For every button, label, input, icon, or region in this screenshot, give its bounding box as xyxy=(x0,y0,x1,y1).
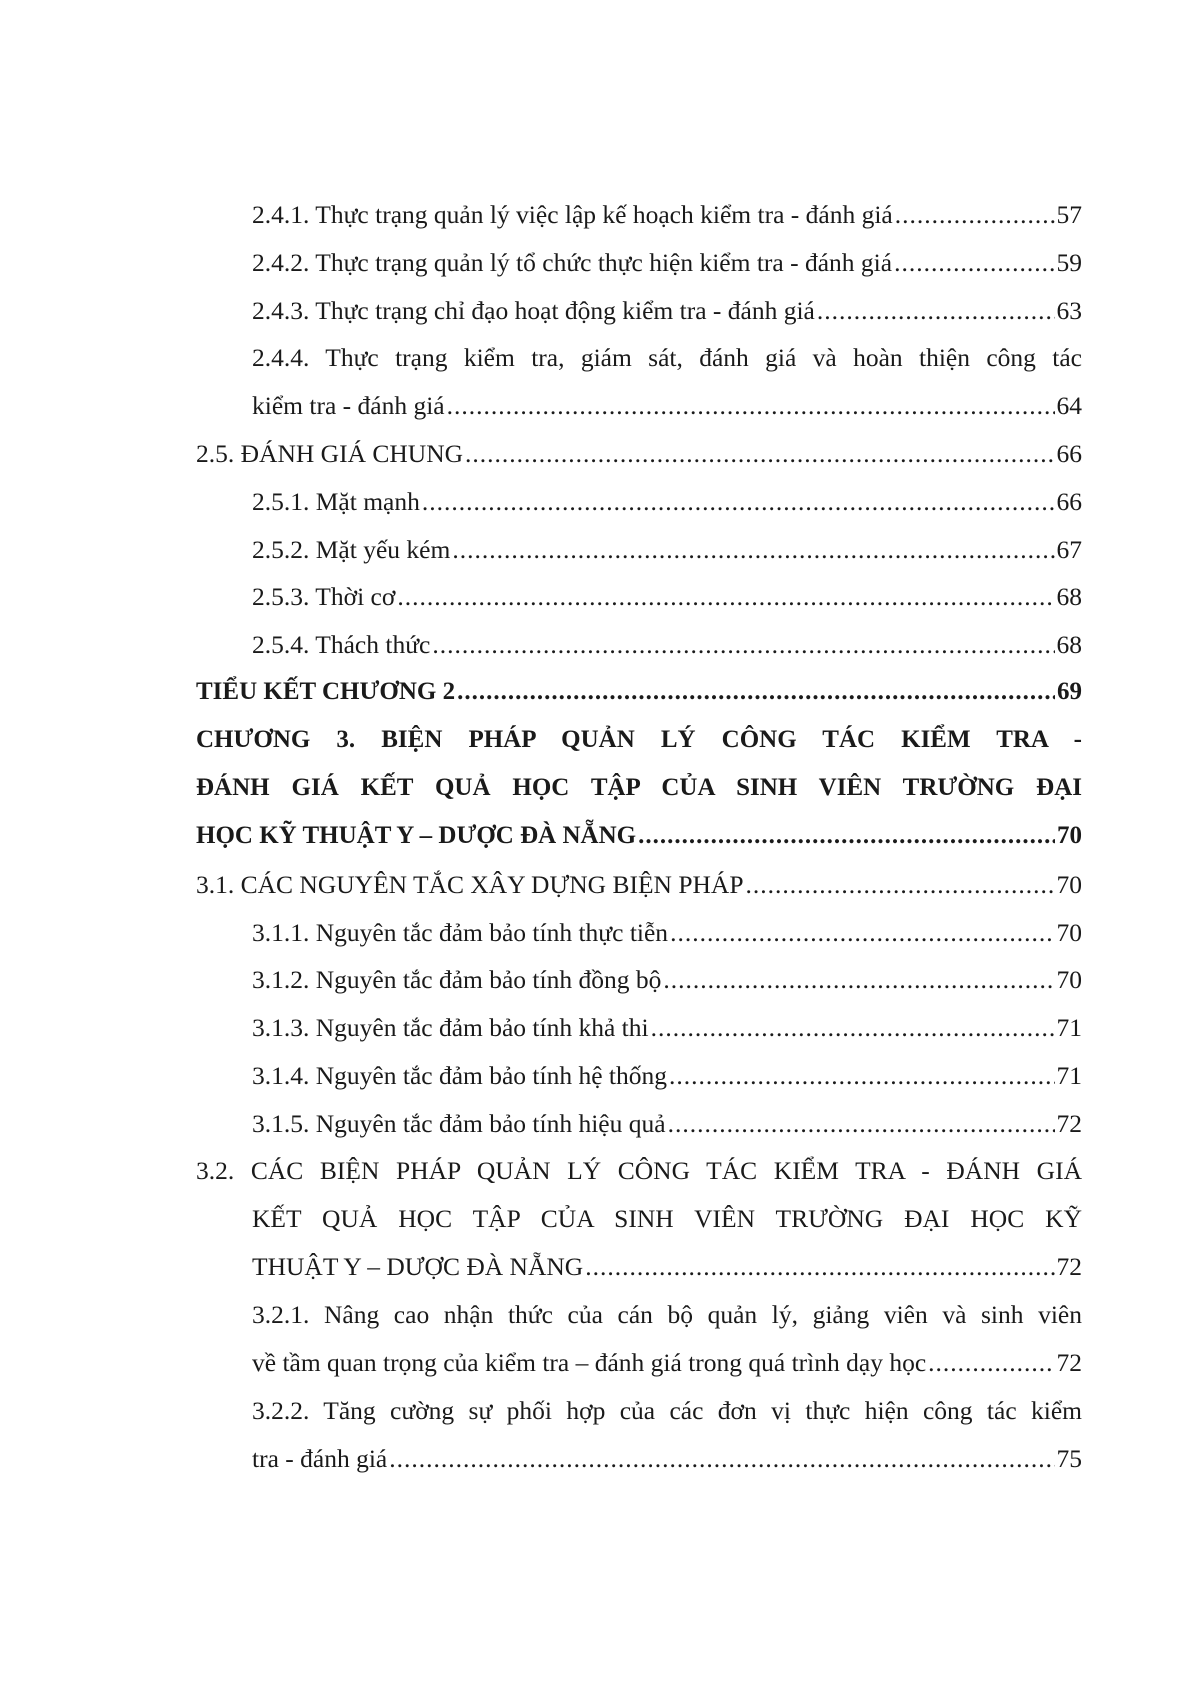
toc-page-number: 72 xyxy=(1056,1109,1082,1138)
toc-entry-title: 3.1.1. Nguyên tắc đảm bảo tính thực tiễn xyxy=(252,918,669,947)
toc-entry-title: 2.5.3. Thời cơ xyxy=(252,582,396,611)
toc-leader-dots xyxy=(422,478,1055,526)
toc-leader-dots xyxy=(432,621,1054,669)
toc-entry-title: 3.1.3. Nguyên tắc đảm bảo tính khả thi xyxy=(252,1013,649,1042)
toc-leader-dots xyxy=(746,861,1055,909)
toc-entry[interactable] xyxy=(252,573,1082,621)
toc-leader-dots xyxy=(465,430,1054,478)
toc-page-number: 66 xyxy=(1056,487,1082,516)
toc-entry-title-line: 2.4.4. Thực trạng kiểm tra, giám sát, đánh giá và hoàn thiện công tác xyxy=(252,343,1082,372)
toc-entry-title: 3.1.4. Nguyên tắc đảm bảo tính hệ thống xyxy=(252,1061,667,1090)
toc-entry-title-line: 3.2. CÁC BIỆN PHÁP QUẢN LÝ CÔNG TÁC KIỂM TRA - ĐÁNH GIÁ xyxy=(196,1156,1082,1185)
toc-leader-dots xyxy=(670,909,1054,957)
toc-entry[interactable] xyxy=(252,478,1082,526)
toc-entry-title: 3.1.5. Nguyên tắc đảm bảo tính hiệu quả xyxy=(252,1109,666,1138)
toc-leader-dots xyxy=(894,239,1054,287)
toc-entry-title: 3.1. CÁC NGUYÊN TẮC XÂY DỰNG BIỆN PHÁP xyxy=(196,870,744,899)
toc-entry-title: 2.5.2. Mặt yếu kém xyxy=(252,535,451,564)
toc-leader-dots xyxy=(397,573,1054,621)
toc-leader-dots xyxy=(457,668,1055,716)
toc-leader-dots xyxy=(668,1100,1055,1148)
toc-entry-title: 2.4.1. Thực trạng quản lý việc lập kế hoạch kiểm tra - đánh giá xyxy=(252,200,893,229)
toc-leader-dots xyxy=(389,1435,1054,1483)
toc-leader-dots xyxy=(447,382,1055,430)
toc-page-number: 71 xyxy=(1056,1013,1082,1042)
toc-entry[interactable] xyxy=(252,956,1082,1004)
toc-page-number: 57 xyxy=(1056,200,1082,229)
toc-entry-title: về tầm quan trọng của kiểm tra – đánh giá trong quá trình dạy học xyxy=(252,1348,927,1377)
toc-entry-title: TIỂU KẾT CHƯƠNG 2 xyxy=(196,678,456,705)
toc-page-number: 69 xyxy=(1057,678,1082,705)
toc-entry[interactable] xyxy=(196,668,1082,716)
toc-page-number: 70 xyxy=(1056,870,1082,899)
toc-leader-dots xyxy=(669,1052,1055,1100)
toc-leader-dots xyxy=(928,1339,1054,1387)
toc-entry[interactable] xyxy=(252,239,1082,287)
toc-entry-title-line: 3.2.1. Nâng cao nhận thức của cán bộ quản lý, giảng viên và sinh viên xyxy=(252,1300,1082,1329)
toc-entry-title-line: KẾT QUẢ HỌC TẬP CỦA SINH VIÊN TRƯỜNG ĐẠI HỌC KỸ xyxy=(252,1204,1082,1233)
toc-entry-title: 2.4.2. Thực trạng quản lý tổ chức thực hiện kiểm tra - đánh giá xyxy=(252,248,893,277)
toc-page-number: 72 xyxy=(1056,1252,1082,1281)
toc-entry-title: THUẬT Y – DƯỢC ĐÀ NẴNG xyxy=(252,1252,584,1281)
toc-entry-title: 2.5.1. Mặt mạnh xyxy=(252,487,420,516)
toc-entry-title-line: 3.2.2. Tăng cường sự phối hợp của các đơn vị thực hiện công tác kiểm xyxy=(252,1396,1082,1425)
toc-leader-dots xyxy=(817,287,1055,335)
toc-page-number: 59 xyxy=(1056,248,1082,277)
toc-entry[interactable] xyxy=(196,716,1082,860)
toc-page-number: 70 xyxy=(1056,965,1082,994)
toc-entry[interactable] xyxy=(252,526,1082,574)
toc-page-number: 75 xyxy=(1056,1444,1082,1473)
toc-entry-title: 2.5. ĐÁNH GIÁ CHUNG xyxy=(196,439,464,468)
toc-entry[interactable] xyxy=(196,1147,1082,1291)
toc-leader-dots xyxy=(663,956,1054,1004)
toc-leader-dots xyxy=(638,812,1055,860)
toc-entry-title-line: ĐÁNH GIÁ KẾT QUẢ HỌC TẬP CỦA SINH VIÊN TRƯỜNG ĐẠI xyxy=(196,774,1082,801)
toc-entry-title: HỌC KỸ THUẬT Y – DƯỢC ĐÀ NẴNG xyxy=(196,822,637,849)
toc-entry[interactable] xyxy=(252,1100,1082,1148)
toc-entry[interactable] xyxy=(196,861,1082,909)
toc-page-number: 66 xyxy=(1056,439,1082,468)
toc-entry-title: tra - đánh giá xyxy=(252,1444,388,1473)
toc-entry[interactable] xyxy=(252,621,1082,669)
toc-page-number: 72 xyxy=(1056,1348,1082,1377)
toc-entry[interactable] xyxy=(252,909,1082,957)
toc-page-number: 64 xyxy=(1056,391,1082,420)
toc-entry[interactable] xyxy=(252,1291,1082,1387)
toc-page-number: 70 xyxy=(1057,822,1082,849)
toc-page-number: 71 xyxy=(1056,1061,1082,1090)
toc-entry-title: 2.4.3. Thực trạng chỉ đạo hoạt động kiểm tra - đánh giá xyxy=(252,296,815,325)
toc-entry-title-line: CHƯƠNG 3. BIỆN PHÁP QUẢN LÝ CÔNG TÁC KIỂM TRA - xyxy=(196,726,1082,753)
toc-entry-title: kiểm tra - đánh giá xyxy=(252,391,445,420)
toc-entry[interactable] xyxy=(252,287,1082,335)
toc-leader-dots xyxy=(452,526,1054,574)
toc-entry[interactable] xyxy=(252,1387,1082,1483)
toc-leader-dots xyxy=(651,1004,1055,1052)
toc-page-number: 70 xyxy=(1056,918,1082,947)
toc-leader-dots xyxy=(895,191,1055,239)
toc-page-number: 68 xyxy=(1056,630,1082,659)
toc-entry[interactable] xyxy=(196,430,1082,478)
toc-entry[interactable] xyxy=(252,1052,1082,1100)
toc-entry-title: 3.1.2. Nguyên tắc đảm bảo tính đồng bộ xyxy=(252,965,662,994)
toc-entry-title: 2.5.4. Thách thức xyxy=(252,630,431,659)
toc-entry[interactable] xyxy=(252,191,1082,239)
toc-entry[interactable] xyxy=(252,334,1082,430)
toc-page-number: 68 xyxy=(1056,582,1082,611)
toc-entry[interactable] xyxy=(252,1004,1082,1052)
toc-page-number: 67 xyxy=(1056,535,1082,564)
toc-page-number: 63 xyxy=(1056,296,1082,325)
toc-leader-dots xyxy=(585,1243,1054,1291)
